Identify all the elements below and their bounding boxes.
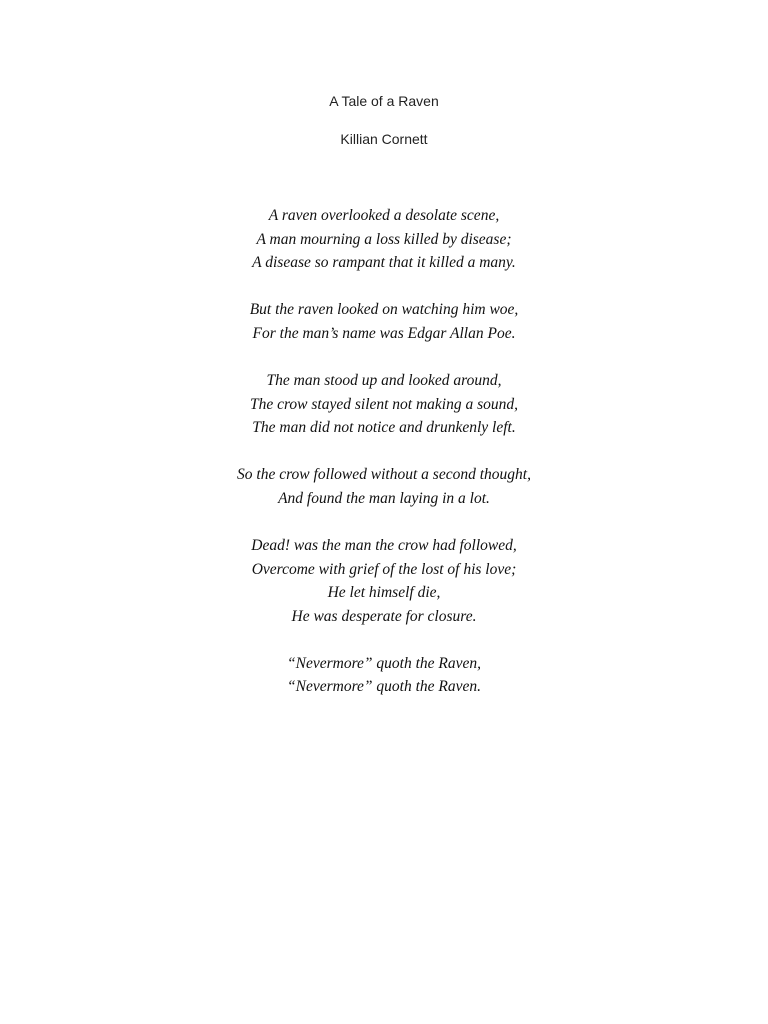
poem-line: He was desperate for closure. — [291, 607, 477, 625]
poem-line: A man mourning a loss killed by disease; — [256, 230, 512, 248]
poem-line: “Nevermore” quoth the Raven, — [287, 654, 481, 672]
poem-line: Overcome with grief of the lost of his love; — [251, 560, 517, 578]
poem-line: The man stood up and looked around, — [266, 371, 502, 389]
poem-line: “Nevermore” quoth the Raven. — [287, 678, 481, 696]
poem-line: For the man’s name was Edgar Allan Poe. — [252, 324, 516, 342]
poem-line: Dead! was the man the crow had followed, — [251, 536, 517, 554]
poem-line: So the crow followed without a second thought, — [237, 466, 531, 484]
poem-line: The man did not notice and drunkenly left. — [252, 419, 516, 437]
poem-line: A raven overlooked a desolate scene, — [268, 207, 500, 224]
poem-line: The crow stayed silent not making a sound, — [249, 395, 519, 413]
poem-author: Killian Cornett — [340, 131, 428, 147]
poem-line: A disease so rampant that it killed a many. — [252, 254, 516, 272]
stanza — [0, 204, 768, 275]
stanza — [0, 652, 768, 699]
stanza — [0, 369, 768, 440]
poem-line: But the raven looked on watching him woe, — [249, 301, 519, 319]
poem-body — [0, 204, 768, 723]
poem-line: And found the man laying in a lot. — [278, 489, 490, 507]
stanza — [0, 534, 768, 628]
poem-title: A Tale of a Raven — [329, 93, 439, 109]
stanza — [0, 463, 768, 510]
poem-line: He let himself die, — [327, 584, 441, 602]
stanza — [0, 298, 768, 345]
